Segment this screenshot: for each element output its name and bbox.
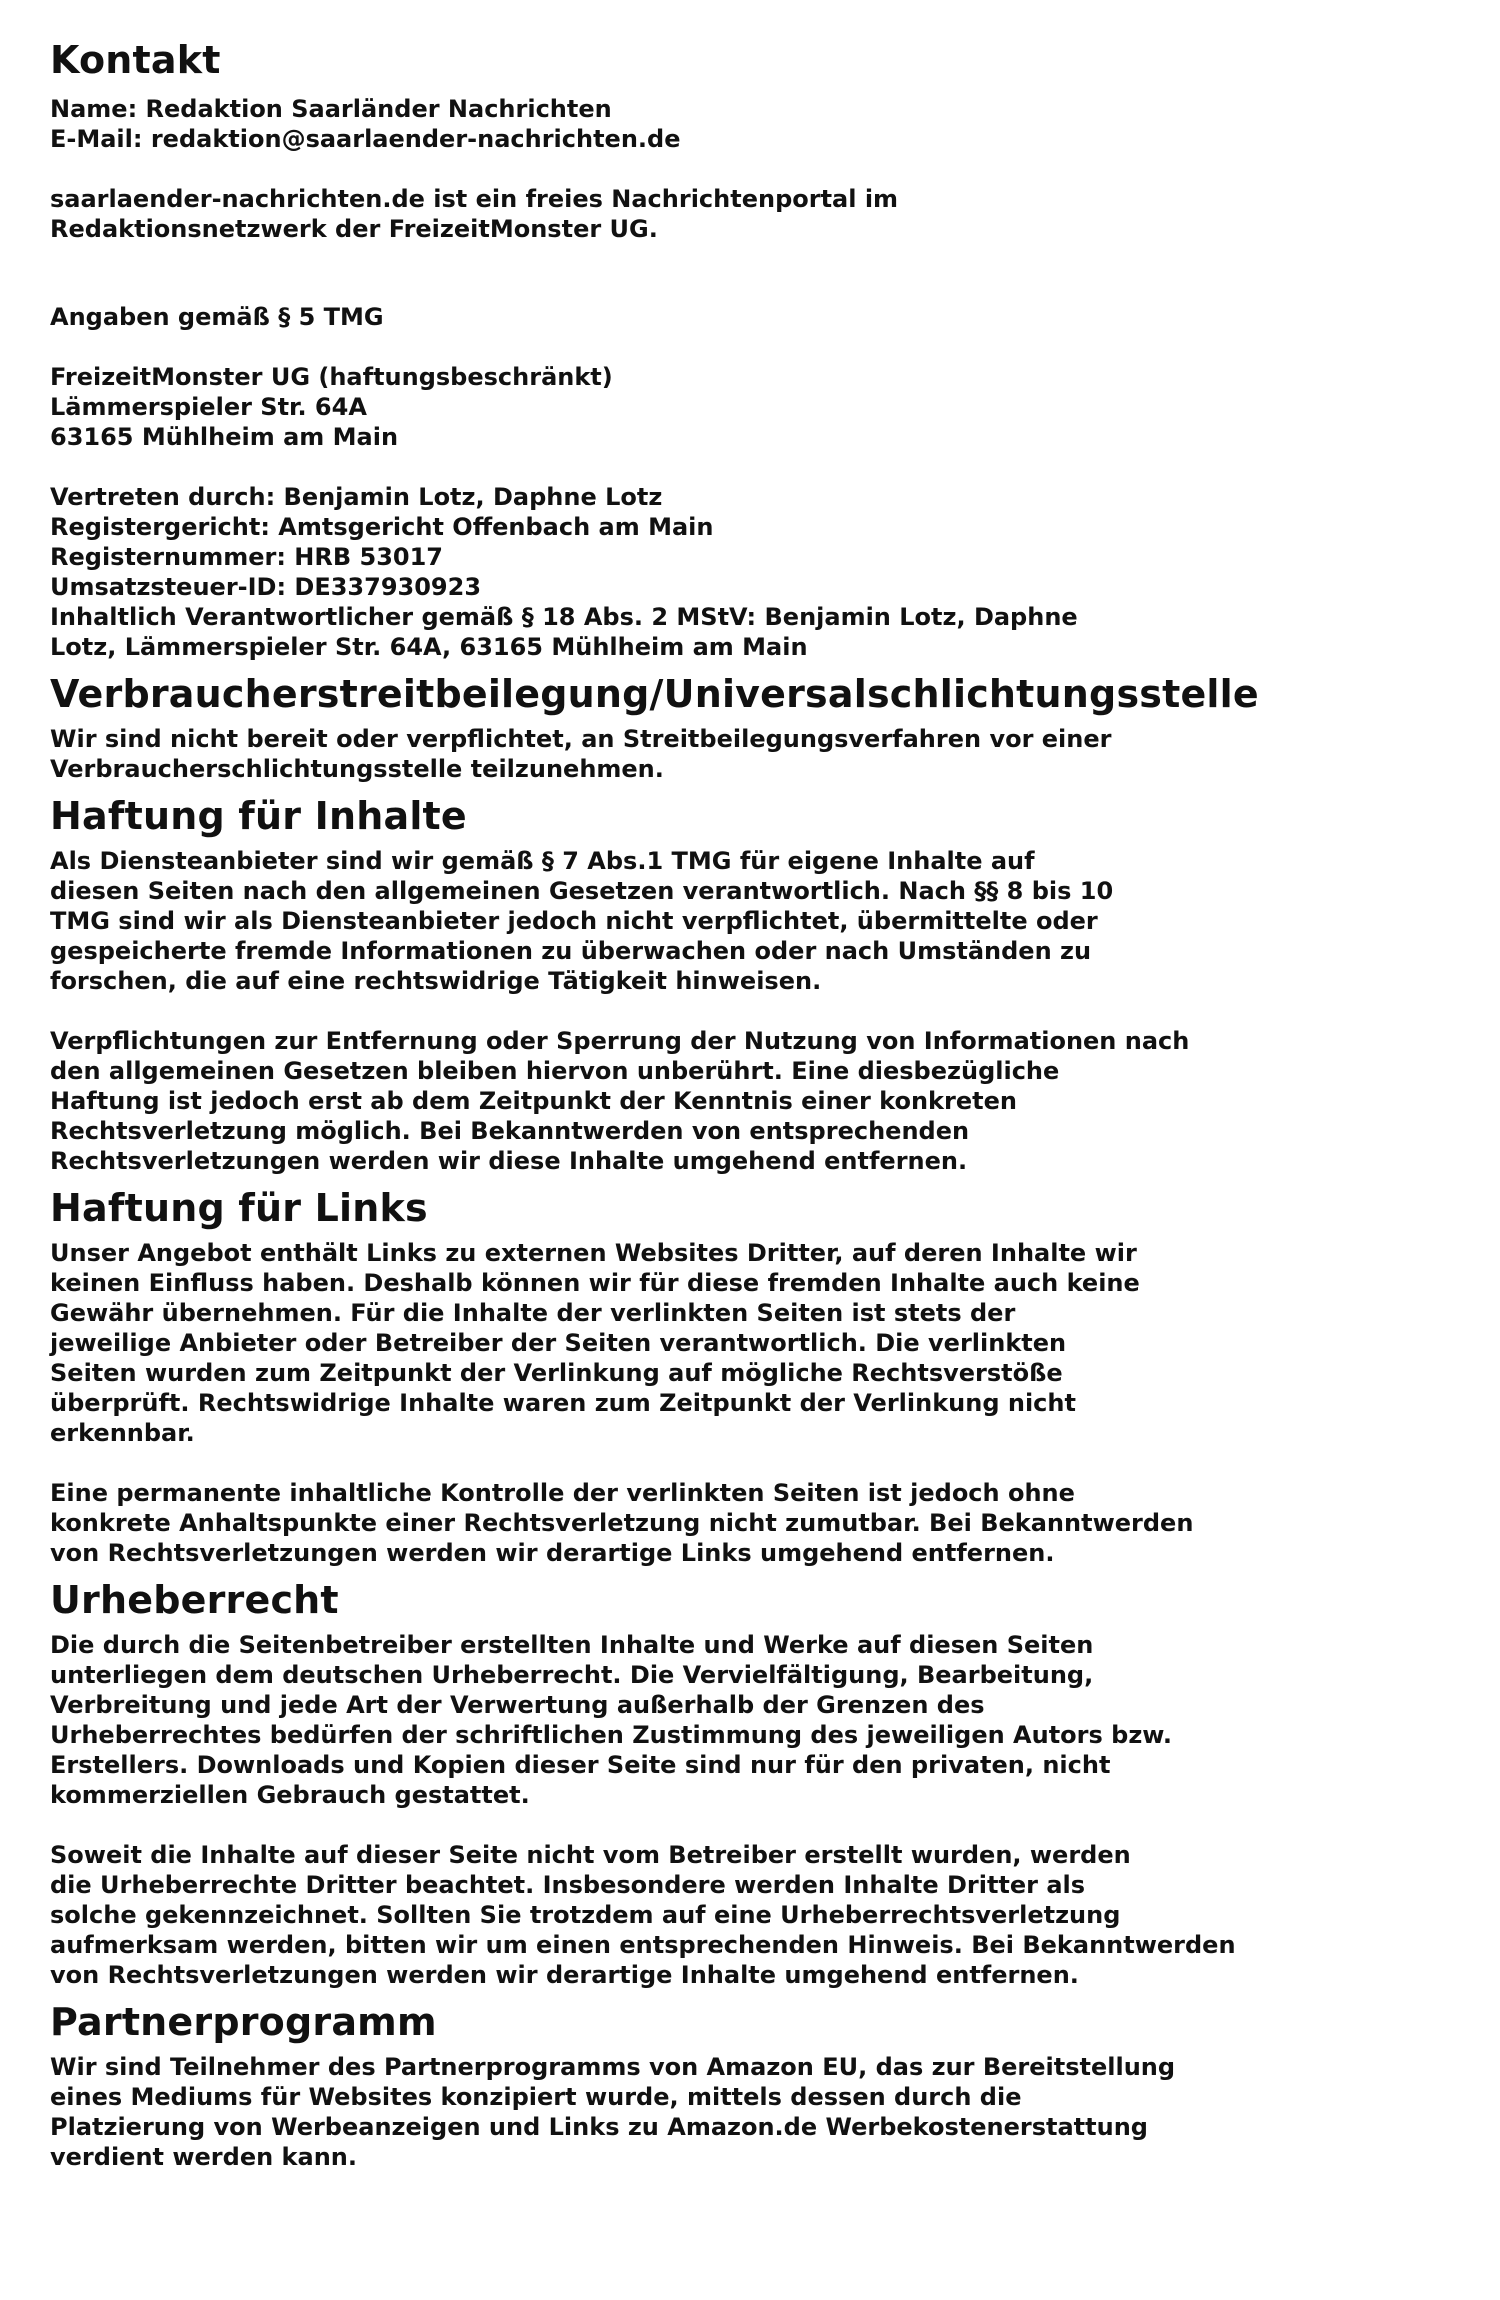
copyright-line: Erstellers. Downloads und Kopien dieser Seite sind nur für den privaten, nicht — [50, 1751, 1111, 1779]
contact-email: E-Mail: redaktion@saarlaender-nachrichten.de — [50, 125, 681, 153]
register-court: Registergericht: Amtsgericht Offenbach am Main — [50, 513, 714, 541]
responsible-person: Inhaltlich Verantwortlicher gemäß § 18 Abs. 2 MStV: Benjamin Lotz, Daphne — [50, 603, 1078, 631]
liability-links-line: von Rechtsverletzungen werden wir derartige Links umgehend entfernen. — [50, 1539, 1055, 1567]
represented-by: Vertreten durch: Benjamin Lotz, Daphne Lotz — [50, 483, 663, 511]
liability-content-title: Haftung für Inhalte — [50, 794, 467, 838]
liability-content-line: diesen Seiten nach den allgemeinen Gesetzen verantwortlich. Nach §§ 8 bis 10 — [50, 877, 1114, 905]
liability-content-line: Haftung ist jedoch erst ab dem Zeitpunkt der Kenntnis einer konkreten — [50, 1087, 1017, 1115]
liability-links-line: Eine permanente inhaltliche Kontrolle der verlinkten Seiten ist jedoch ohne — [50, 1479, 1075, 1507]
dispute-text-line: Verbraucherschlichtungsstelle teilzunehmen. — [50, 755, 664, 783]
partner-line: Platzierung von Werbeanzeigen und Links zu Amazon.de Werbekostenerstattung — [50, 2113, 1148, 2141]
liability-links-line: konkrete Anhaltspunkte einer Rechtsverletzung nicht zumutbar. Bei Bekanntwerden — [50, 1509, 1194, 1537]
liability-content-line: Als Diensteanbieter sind wir gemäß § 7 Abs.1 TMG für eigene Inhalte auf — [50, 847, 1035, 875]
company-street: Lämmerspieler Str. 64A — [50, 393, 367, 421]
partner-line: eines Mediums für Websites konzipiert wurde, mittels dessen durch die — [50, 2083, 1022, 2111]
liability-content-line: gespeicherte fremde Informationen zu überwachen oder nach Umständen zu — [50, 937, 1092, 965]
liability-links-line: Seiten wurden zum Zeitpunkt der Verlinkung auf mögliche Rechtsverstöße — [50, 1359, 1063, 1387]
liability-content-line: Verpflichtungen zur Entfernung oder Sperrung der Nutzung von Informationen nach — [50, 1027, 1190, 1055]
liability-links-title: Haftung für Links — [50, 1186, 428, 1230]
company-city: 63165 Mühlheim am Main — [50, 423, 399, 451]
copyright-line: kommerziellen Gebrauch gestattet. — [50, 1781, 530, 1809]
copyright-line: Soweit die Inhalte auf dieser Seite nicht vom Betreiber erstellt wurden, werden — [50, 1841, 1131, 1869]
tmg-heading: Angaben gemäß § 5 TMG — [50, 303, 384, 331]
liability-links-line: Unser Angebot enthält Links zu externen Websites Dritter, auf deren Inhalte wir — [50, 1239, 1137, 1267]
copyright-line: solche gekennzeichnet. Sollten Sie trotzdem auf eine Urheberrechtsverletzung — [50, 1901, 1121, 1929]
liability-links-line: keinen Einfluss haben. Deshalb können wir für diese fremden Inhalte auch keine — [50, 1269, 1140, 1297]
register-number: Registernummer: HRB 53017 — [50, 543, 443, 571]
liability-content-line: Rechtsverletzungen werden wir diese Inhalte umgehend entfernen. — [50, 1147, 968, 1175]
dispute-title: Verbraucherstreitbeilegung/Universalschlichtungsstelle — [50, 672, 1259, 716]
copyright-line: von Rechtsverletzungen werden wir derartige Inhalte umgehend entfernen. — [50, 1961, 1079, 1989]
company-name: FreizeitMonster UG (haftungsbeschränkt) — [50, 363, 613, 391]
copyright-line: unterliegen dem deutschen Urheberrecht. Die Vervielfältigung, Bearbeitung, — [50, 1661, 1094, 1689]
liability-content-line: Rechtsverletzung möglich. Bei Bekanntwerden von entsprechenden — [50, 1117, 970, 1145]
copyright-line: aufmerksam werden, bitten wir um einen entsprechenden Hinweis. Bei Bekanntwerden — [50, 1931, 1236, 1959]
partner-title: Partnerprogramm — [50, 2000, 437, 2044]
vat-id: Umsatzsteuer-ID: DE337930923 — [50, 573, 482, 601]
contact-name: Name: Redaktion Saarländer Nachrichten — [50, 95, 612, 123]
responsible-person: Lotz, Lämmerspieler Str. 64A, 63165 Mühlheim am Main — [50, 633, 808, 661]
liability-links-line: Gewähr übernehmen. Für die Inhalte der verlinkten Seiten ist stets der — [50, 1299, 1016, 1327]
liability-links-line: überprüft. Rechtswidrige Inhalte waren zum Zeitpunkt der Verlinkung nicht — [50, 1389, 1076, 1417]
liability-links-line: erkennbar. — [50, 1419, 195, 1447]
copyright-line: Verbreitung und jede Art der Verwertung außerhalb der Grenzen des — [50, 1691, 985, 1719]
liability-content-line: forschen, die auf eine rechtswidrige Tätigkeit hinweisen. — [50, 967, 822, 995]
copyright-line: die Urheberrechte Dritter beachtet. Insbesondere werden Inhalte Dritter als — [50, 1871, 1086, 1899]
copyright-title: Urheberrecht — [50, 1578, 339, 1622]
partner-line: verdient werden kann. — [50, 2143, 357, 2171]
portal-info-line: saarlaender-nachrichten.de ist ein freies Nachrichtenportal im — [50, 185, 899, 213]
liability-links-line: jeweilige Anbieter oder Betreiber der Seiten verantwortlich. Die verlinkten — [50, 1329, 1067, 1357]
copyright-line: Urheberrechtes bedürfen der schriftlichen Zustimmung des jeweiligen Autors bzw. — [50, 1721, 1173, 1749]
liability-content-line: TMG sind wir als Diensteanbieter jedoch nicht verpflichtet, übermittelte oder — [50, 907, 1098, 935]
dispute-text-line: Wir sind nicht bereit oder verpflichtet, an Streitbeilegungsverfahren vor einer — [50, 725, 1112, 753]
contact-title: Kontakt — [50, 38, 221, 82]
partner-line: Wir sind Teilnehmer des Partnerprogramms von Amazon EU, das zur Bereitstellung — [50, 2053, 1176, 2081]
portal-info-line: Redaktionsnetzwerk der FreizeitMonster UG. — [50, 215, 658, 243]
copyright-line: Die durch die Seitenbetreiber erstellten Inhalte und Werke auf diesen Seiten — [50, 1631, 1094, 1659]
liability-content-line: den allgemeinen Gesetzen bleiben hiervon unberührt. Eine diesbezügliche — [50, 1057, 1060, 1085]
